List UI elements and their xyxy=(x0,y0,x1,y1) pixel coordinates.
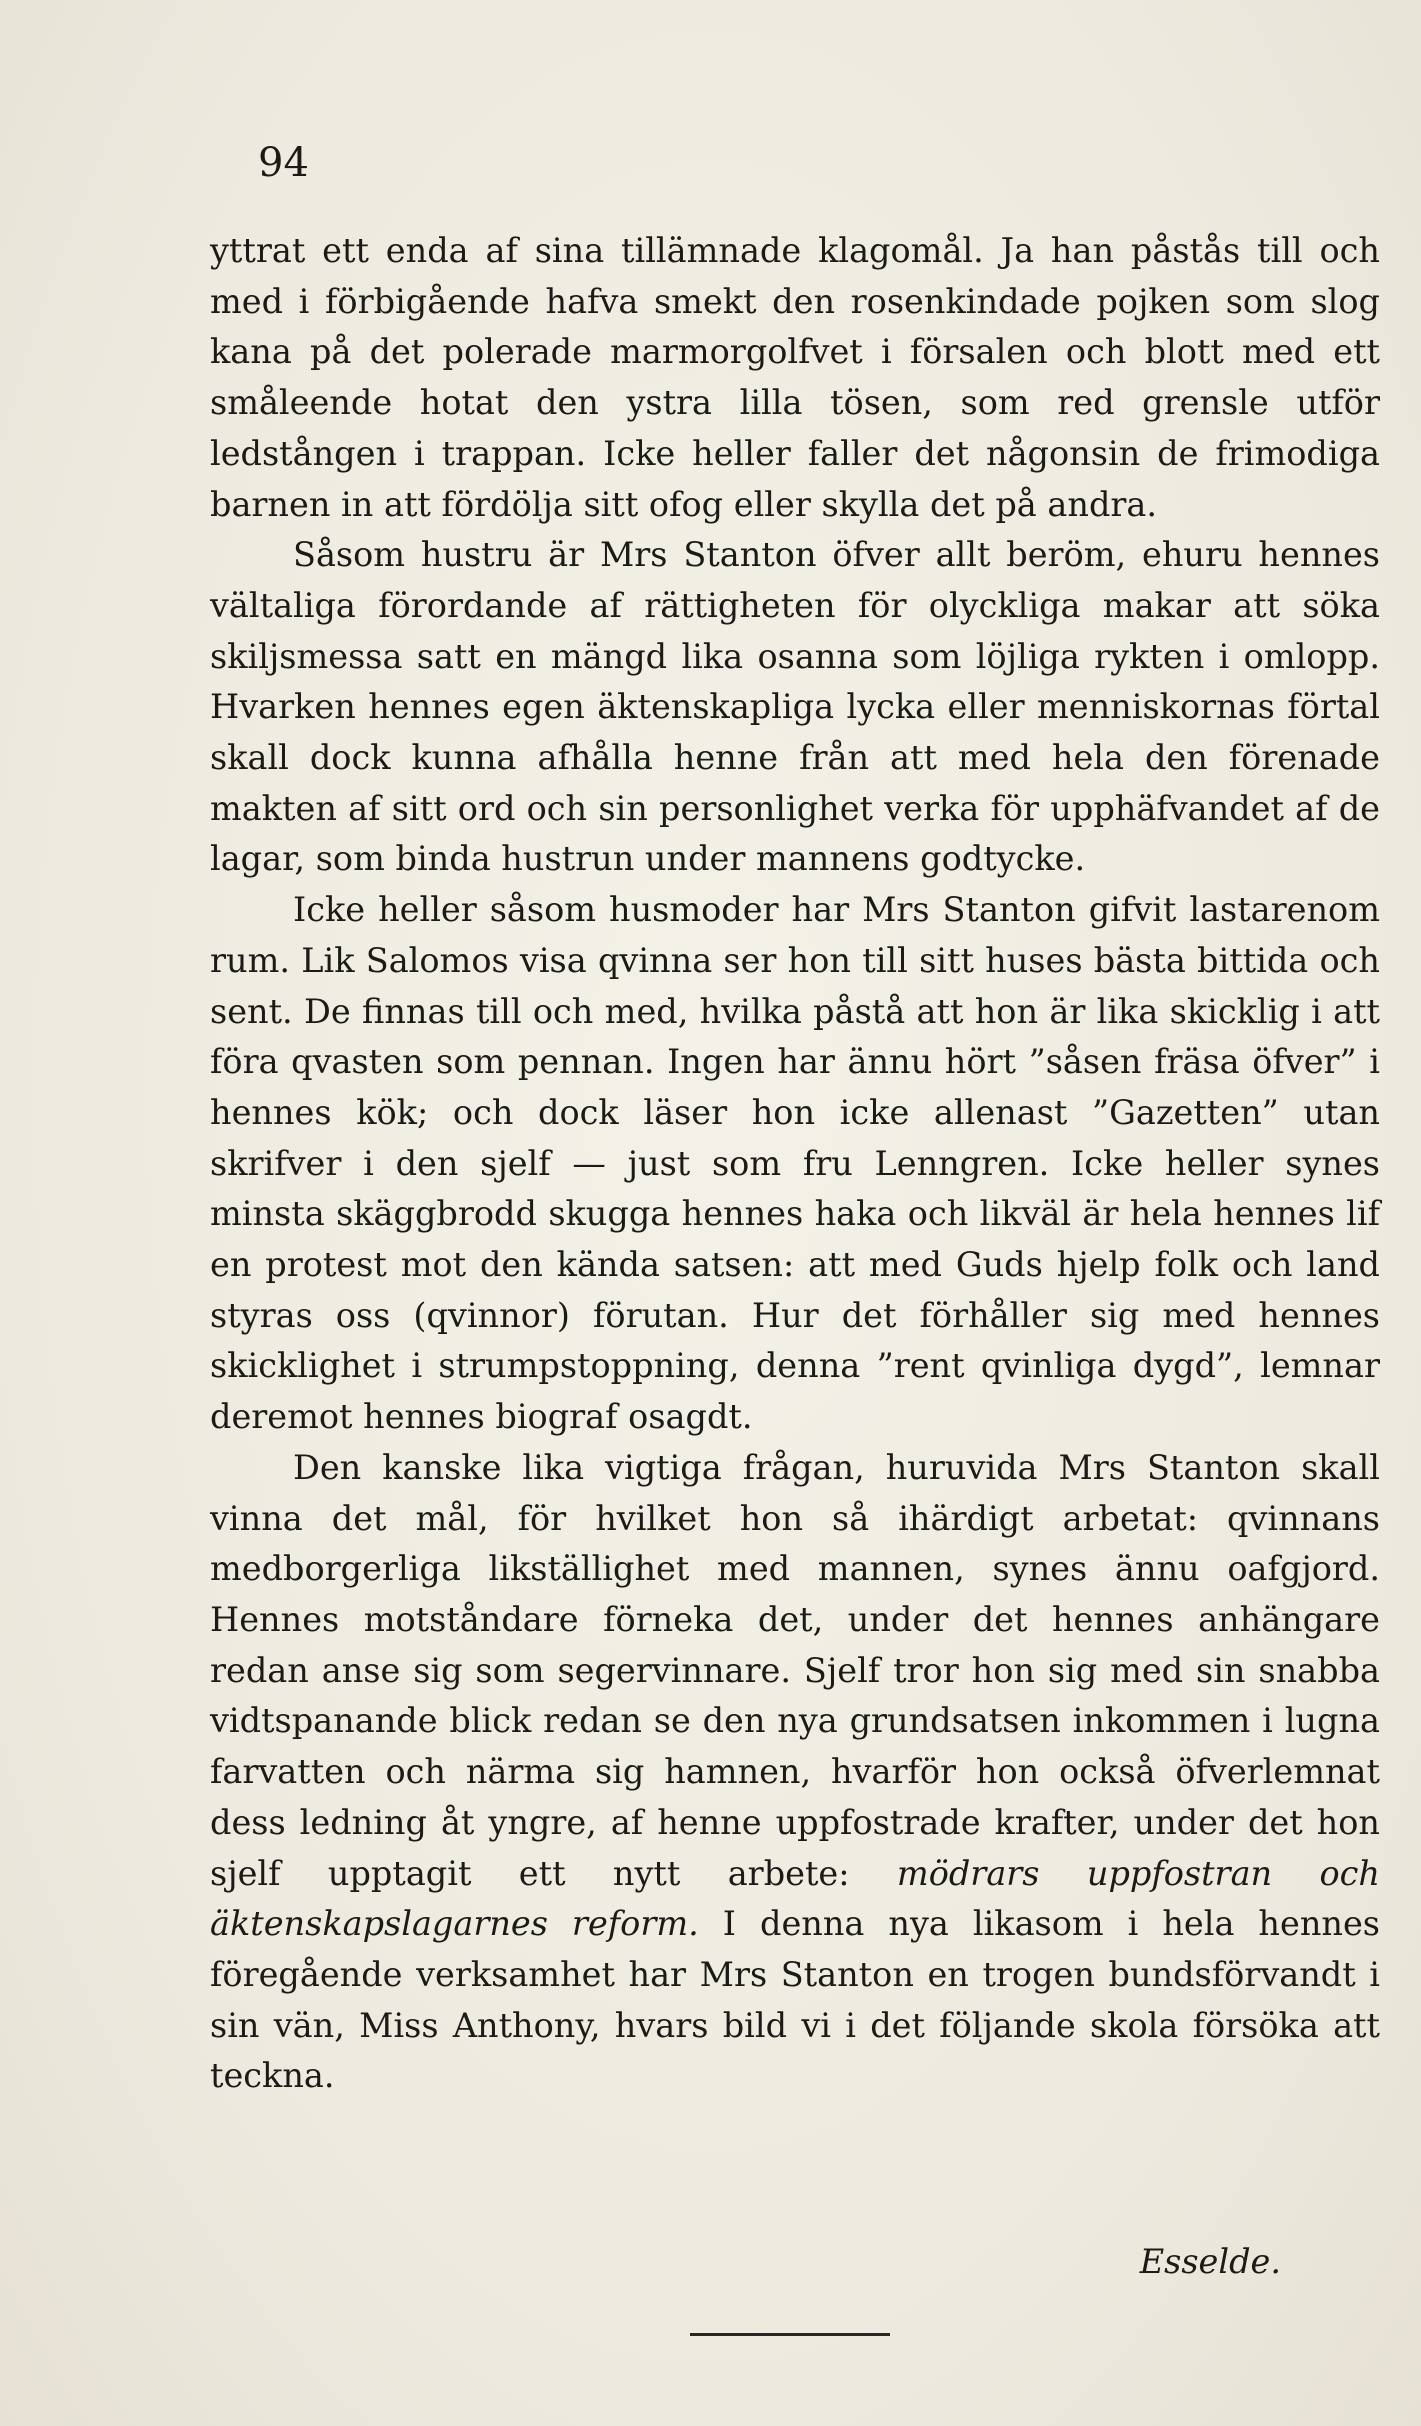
paragraph-1: yttrat ett enda af sina tillämnade klagomål. Ja han påstås till och med i förbigående hafva smekt den rosenkindade pojken som slog kana på det polerade marmorgolfvet i försalen och blott med ett småleende hotat den ystra lilla tösen, som red grensle utför ledstången i trappan. Icke heller faller det någonsin de frimodiga barnen in att fördölja sitt ofog eller skylla det på andra. xyxy=(210,231,1380,524)
body-text xyxy=(210,226,1380,2102)
author-signature: Esselde. xyxy=(1139,2242,1281,2281)
paragraph-4-italic: mödrars uppfostran och äktenskapslagarnes reform. xyxy=(210,1853,1380,1944)
paragraph-3: Icke heller såsom husmoder har Mrs Stanton gifvit lastarenom rum. Lik Salomos visa qvinna ser hon till sitt huses bästa bittida och sent. De finnas till och med, hvilka påstå att hon är lika skicklig i att föra qvasten som pennan. Ingen har ännu hört ”såsen fräsa öfver” i hennes kök; och dock läser hon icke allenast ”Gazetten” utan skrifver i den sjelf — just som fru Lenngren. Icke heller synes minsta skäggbrodd skugga hennes haka och likväl är hela hennes lif en protest mot den kända satsen: att med Guds hjelp folk och land styras oss (qvinnor) förutan. Hur det förhåller sig med hennes skicklighet i strumpstoppning, denna ”rent qvinliga dygd”, lemnar deremot hennes biograf osagdt. xyxy=(210,890,1380,1437)
paragraph-4 xyxy=(210,1443,1380,2102)
section-divider xyxy=(690,2333,890,2336)
page-number: 94 xyxy=(258,140,309,186)
paragraph-4-text-b: I denna nya likasom i hela hennes föregående verksamhet har Mrs Stanton en trogen bundsförvandt i sin vän, Miss Anthony, hvars bild vi i det följande skola försöka att teckna. xyxy=(210,1904,1380,2096)
paragraph-2: Såsom hustru är Mrs Stanton öfver allt beröm, ehuru hennes vältaliga förordande af rättigheten för olyckliga makar att söka skiljsmessa satt en mängd lika osanna som löjliga rykten i omlopp. Hvarken hennes egen äktenskapliga lycka eller menniskornas förtal skall dock kunna afhålla henne från att med hela den förenade makten af sitt ord och sin personlighet verka för upphäfvandet af de lagar, som binda hustrun under mannens godtycke. xyxy=(210,535,1380,879)
paragraph-4-text-a: Den kanske lika vigtiga frågan, huruvida Mrs Stanton skall vinna det mål, för hvilket hon så ihärdigt arbetat: qvinnans medborgerliga likställighet med mannen, synes ännu oafgjord. Hennes motståndare förneka det, under det hennes anhängare redan anse sig som segervinnare. Sjelf tror hon sig med sin snabba vidtspanande blick redan se den nya grundsatsen inkommen i lugna farvatten och närma sig hamnen, hvarför hon också öfverlemnat dess ledning åt yngre, af henne uppfostrade krafter, under det hon sjelf upptagit ett nytt arbete: xyxy=(210,1447,1380,1893)
